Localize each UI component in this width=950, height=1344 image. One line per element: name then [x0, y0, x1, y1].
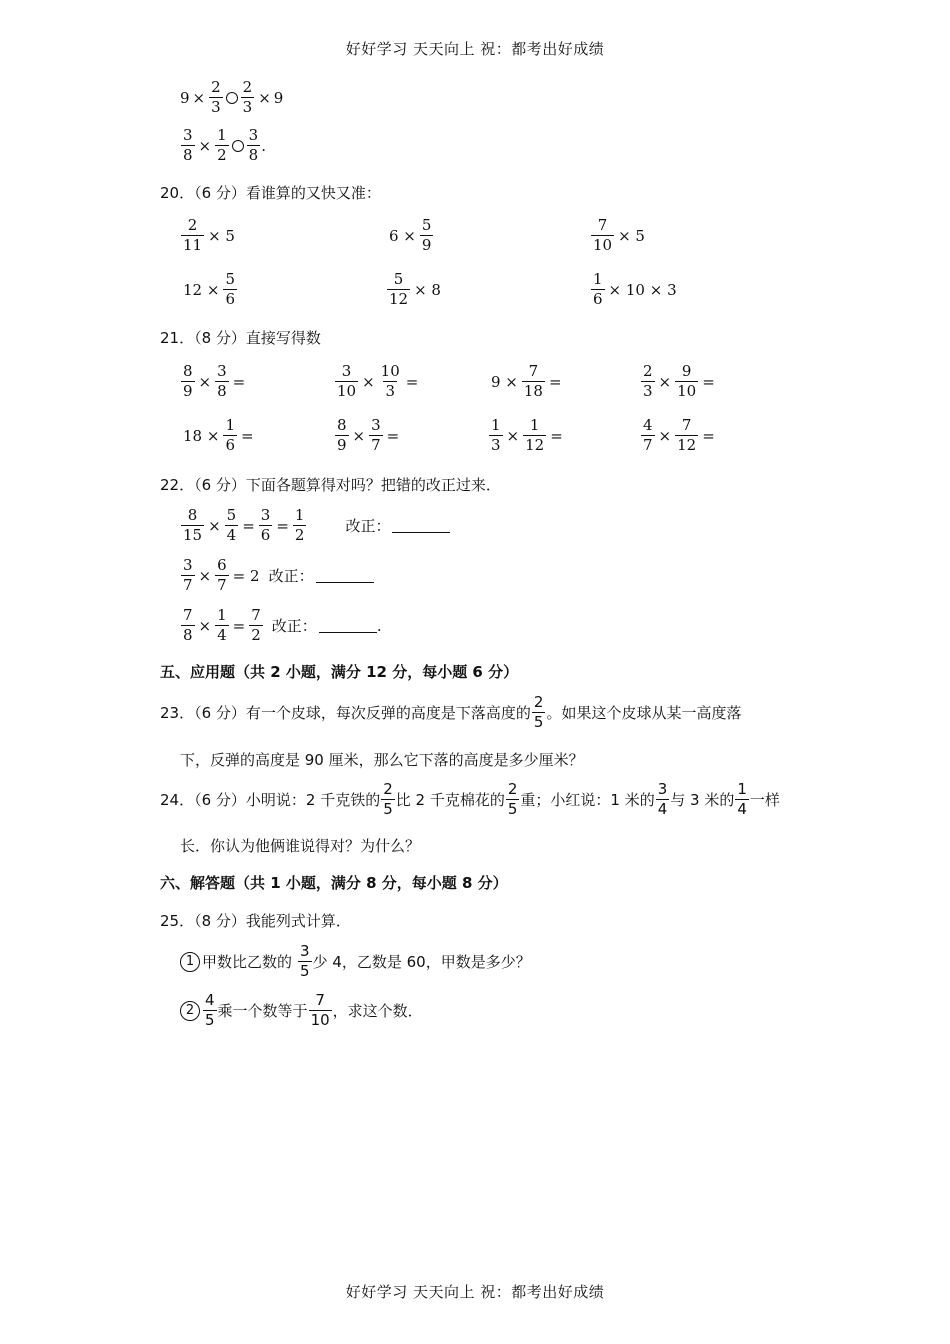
fraction: $\frac{2}{3}$	[211, 78, 221, 116]
compare-circle[interactable]	[232, 140, 244, 152]
fraction: $\frac{2}{3}$	[242, 78, 253, 116]
q21-item: $\frac{8}{9}$ × $\frac{3}{8}$ =	[183, 362, 246, 400]
answer-blank[interactable]	[392, 518, 450, 533]
section-6-title: 六、解答题（共 1 小题，满分 8 分，每小题 8 分）	[160, 874, 508, 892]
q21-item: $\frac{3}{10}$ × $\frac{10}{3}$ =	[337, 362, 419, 400]
q21-item: $\frac{2}{3}$ × $\frac{9}{10}$ =	[643, 362, 715, 400]
circled-number: 1	[180, 952, 200, 972]
q21-item: 18 × $\frac{1}{6}$ =	[183, 416, 254, 454]
q20-item: $\frac{1}{6}$ × 10 × 3	[593, 270, 677, 308]
page-footer: 好好学习 天天向上 祝：都考出好成绩	[345, 1283, 605, 1301]
section-5-title: 五、应用题（共 2 小题，满分 12 分，每小题 6 分）	[160, 663, 519, 681]
q20-item: 12 × $\frac{5}{6}$	[183, 270, 235, 308]
answer-blank[interactable]	[319, 618, 377, 633]
q21-item: 9 × $\frac{7}{18}$ =	[491, 362, 562, 400]
q21-item: $\frac{4}{7}$ × $\frac{7}{12}$ =	[643, 416, 715, 454]
q21-item: $\frac{8}{9}$ × $\frac{3}{7}$ =	[337, 416, 400, 454]
q20-item: 6 × $\frac{5}{9}$	[389, 216, 432, 254]
q23-line-1: 23．（6 分）有一个皮球，每次反弹的高度是下落高度的 $\frac{2}{5}$ 。如果这个皮球从某一高度落	[160, 693, 742, 731]
q19-line-2: $\frac{3}{8}$ × $\frac{1}{2}$ $\frac{3}{8}$ .	[183, 126, 266, 164]
q22-line-2: $\frac{3}{7}$ × $\frac{6}{7}$ = 2 改正：	[180, 558, 374, 593]
q20-item: $\frac{2}{11}$ × 5	[183, 216, 235, 254]
q19-line-1: 9 × $\frac{2}{3}$ $\frac{2}{3}$ × 9	[180, 78, 284, 116]
q20-item: $\frac{5}{12}$ × 8	[389, 270, 441, 308]
page-header: 好好学习 天天向上 祝：都考出好成绩	[345, 40, 605, 58]
circled-number: 2	[180, 1001, 200, 1021]
q25-sub-2: 2 $\frac{4}{5}$ 乘一个数等于 $\frac{7}{10}$ ，求这个数．	[180, 993, 423, 1028]
q20-item: $\frac{7}{10}$ × 5	[593, 216, 645, 254]
fraction: $\frac{3}{8}$	[248, 126, 259, 164]
q22-title: 22．（6 分）下面各题算得对吗？把错的改正过来．	[160, 476, 501, 494]
q22-line-1: $\frac{8}{15}$ × $\frac{5}{4}$ = $\frac{3}{6}$ = $\frac{1}{2}$ 改正：	[180, 508, 450, 543]
q24-line-1: 24．（6 分）小明说：2 千克铁的 $\frac{2}{5}$ 比 2 千克棉花的 $\frac{2}{5}$ 重；小红说：1 米的 $\frac{3}{4}$ 与 3 米的 $\frac{1}{4}$ 一样	[160, 780, 780, 818]
q25-title: 25．（8 分）我能列式计算．	[160, 912, 351, 930]
q20-title: 20．（6 分）看谁算的又快又准：	[160, 184, 381, 202]
q24-line-2: 长．你认为他俩谁说得对？为什么？	[180, 837, 421, 855]
q22-line-3: $\frac{7}{8}$ × $\frac{1}{4}$ = $\frac{7}{2}$ 改正： .	[183, 606, 382, 644]
fraction: $\frac{1}{2}$	[217, 126, 227, 164]
q21-title: 21．（8 分）直接写得数	[160, 329, 321, 347]
q21-item: $\frac{1}{3}$ × $\frac{1}{12}$ =	[491, 416, 563, 454]
fraction: $\frac{3}{8}$	[183, 126, 193, 164]
answer-blank[interactable]	[316, 568, 374, 583]
q23-line-2: 下，反弹的高度是 90 厘米，那么它下落的高度是多少厘米？	[180, 751, 584, 769]
q25-sub-1: 1 甲数比乙数的 $\frac{3}{5}$ 少 4，乙数是 60，甲数是多少？	[180, 944, 531, 979]
compare-circle[interactable]	[226, 92, 238, 104]
